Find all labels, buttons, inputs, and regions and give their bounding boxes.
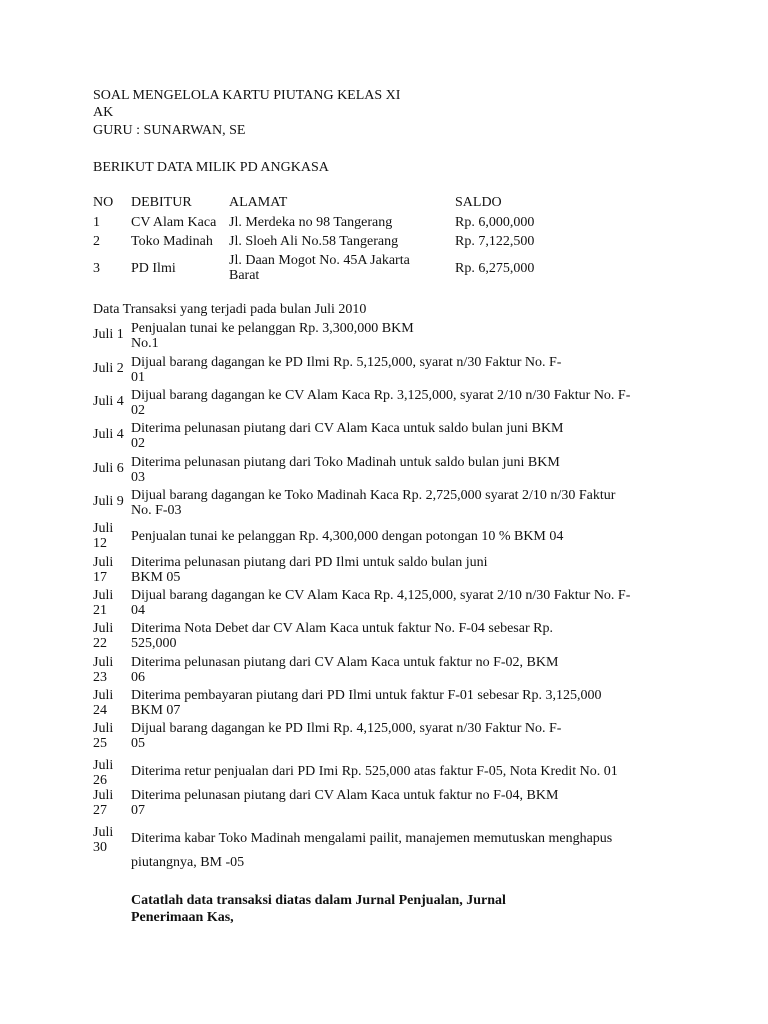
cell-alamat	[229, 251, 455, 285]
transaction-date: Juli 25	[93, 721, 114, 751]
transaction-description	[131, 788, 691, 818]
transaction-date: Juli 4	[93, 427, 124, 442]
debtor-table	[93, 192, 575, 285]
transaction-description	[131, 455, 691, 485]
transaction-description	[131, 721, 691, 751]
transaction-description-line2: 04	[131, 603, 145, 618]
doc-title-line1: SOAL MENGELOLA KARTU PIUTANG KELAS XI	[93, 88, 401, 103]
transaction-row	[93, 588, 693, 621]
table-header-row	[93, 192, 575, 213]
transaction-description-line2: 07	[131, 803, 145, 818]
transaction-date: Juli 24	[93, 688, 114, 718]
transaction-description-line1: Diterima pelunasan piutang dari CV Alam Kaca untuk faktur no F-02, BKM	[131, 655, 559, 670]
table-row	[93, 232, 575, 251]
transaction-row	[93, 621, 693, 654]
doc-title-line2: AK	[93, 105, 114, 120]
transaction-description-line1: Diterima kabar Toko Madinah mengalami pailit, manajemen memutuskan menghapus	[131, 831, 613, 846]
cell-debitur: PD Ilmi	[131, 260, 176, 276]
transaction-row	[93, 755, 693, 788]
transaction-date: Juli 6	[93, 461, 124, 476]
transaction-description	[131, 529, 691, 544]
cell-alamat: Jl. Merdeka no 98 Tangerang	[229, 215, 393, 230]
transaction-date: Juli 2	[93, 361, 124, 376]
transaction-description	[131, 355, 691, 385]
cell-debitur: CV Alam Kaca	[131, 215, 217, 230]
cell-saldo: Rp. 7,122,500	[455, 234, 535, 249]
transaction-description	[131, 321, 691, 351]
transaction-description-line1: Dijual barang dagangan ke PD Ilmi Rp. 5,125,000, syarat n/30 Faktur No. F-	[131, 355, 562, 370]
transaction-description-line1: Diterima pelunasan piutang dari PD Ilmi untuk saldo bulan juni	[131, 555, 488, 570]
transaction-description-line1: Dijual barang dagangan ke PD Ilmi Rp. 4,125,000, syarat n/30 Faktur No. F-	[131, 721, 562, 736]
transaction-description-line2: 01	[131, 370, 145, 385]
transaction-description-line1: Diterima pelunasan piutang dari CV Alam Kaca untuk saldo bulan juni BKM	[131, 421, 564, 436]
header-saldo: SALDO	[455, 195, 502, 210]
transaction-description-line1: Dijual barang dagangan ke CV Alam Kaca Rp. 3,125,000, syarat 2/10 n/30 Faktur No. F-	[131, 388, 631, 403]
transaction-row	[93, 455, 693, 488]
transaction-description-line1: Diterima pembayaran piutang dari PD Ilmi untuk faktur F-01 sebesar Rp. 3,125,000	[131, 688, 602, 703]
transaction-description-line2: No. F-03	[131, 503, 182, 518]
transaction-description	[131, 421, 691, 451]
header-alamat: ALAMAT	[229, 195, 288, 210]
transaction-row	[93, 488, 693, 521]
cell-no: 2	[93, 234, 100, 249]
transaction-description-line2: piutangnya, BM -05	[131, 855, 245, 870]
cell-no: 1	[93, 215, 100, 230]
transaction-description-line2: 06	[131, 670, 145, 685]
cell-alamat-line2: Barat	[229, 268, 260, 283]
transaction-date: Juli 4	[93, 394, 124, 409]
transaction-description	[131, 488, 691, 518]
transaction-date: Juli 12	[93, 521, 114, 551]
transaction-description-line1: Diterima retur penjualan dari PD Imi Rp. 525,000 atas faktur F-05, Nota Kredit No. 01	[131, 764, 618, 779]
transaction-description-line1: Dijual barang dagangan ke Toko Madinah Kaca Rp. 2,725,000 syarat 2/10 n/30 Faktur	[131, 488, 616, 503]
intro-text: BERIKUT DATA MILIK PD ANGKASA	[93, 160, 329, 175]
transaction-date: Juli 26	[93, 758, 114, 788]
instruction-line2: Penerimaan Kas,	[131, 910, 234, 925]
transaction-description-line1: Diterima pelunasan piutang dari CV Alam Kaca untuk faktur no F-04, BKM	[131, 788, 559, 803]
cell-saldo: Rp. 6,275,000	[455, 260, 535, 276]
transaction-row	[93, 355, 693, 388]
transaction-description	[131, 831, 691, 870]
cell-alamat-line1: Jl. Daan Mogot No. 45A Jakarta	[229, 253, 410, 268]
transaction-date: Juli 22	[93, 621, 114, 651]
transaction-description-line2: BKM 07	[131, 703, 181, 718]
transaction-row	[93, 555, 693, 588]
cell-no: 3	[93, 260, 100, 276]
transaction-date: Juli 17	[93, 555, 114, 585]
transaction-description	[131, 621, 691, 651]
cell-saldo: Rp. 6,000,000	[455, 215, 535, 230]
transaction-description	[131, 688, 691, 718]
transaction-date: Juli 30	[93, 825, 114, 855]
transaction-description-line1: Diterima pelunasan piutang dari Toko Madinah untuk saldo bulan juni BKM	[131, 455, 560, 470]
transaction-description	[131, 555, 691, 585]
transaction-row	[93, 655, 693, 688]
transaction-date: Juli 21	[93, 588, 114, 618]
instruction-line1: Catatlah data transaksi diatas dalam Jurnal Penjualan, Jurnal	[131, 893, 506, 908]
transaction-description-line2: 02	[131, 403, 145, 418]
transaction-description	[131, 388, 691, 418]
transaction-description-line2: 525,000	[131, 636, 177, 651]
transaction-row	[93, 822, 693, 870]
transactions-intro: Data Transaksi yang terjadi pada bulan Juli 2010	[93, 302, 367, 317]
transaction-description-line1: Penjualan tunai ke pelanggan Rp. 3,300,000 BKM	[131, 321, 414, 336]
header-no: NO	[93, 195, 114, 210]
transaction-description-line1: Penjualan tunai ke pelanggan Rp. 4,300,000 dengan potongan 10 % BKM 04	[131, 529, 564, 544]
transaction-description-line2: 03	[131, 470, 145, 485]
transaction-description-line2: No.1	[131, 336, 159, 351]
teacher-name: GURU : SUNARWAN, SE	[93, 123, 246, 138]
transaction-description-line1: Diterima Nota Debet dar CV Alam Kaca untuk faktur No. F-04 sebesar Rp.	[131, 621, 553, 636]
transaction-row	[93, 521, 693, 554]
transaction-description	[131, 764, 691, 779]
transaction-date: Juli 27	[93, 788, 114, 818]
transaction-row	[93, 321, 693, 354]
transaction-date: Juli 1	[93, 327, 124, 342]
transaction-description-line2: 02	[131, 436, 145, 451]
transaction-date: Juli 23	[93, 655, 114, 685]
table-row	[93, 251, 575, 285]
transaction-row	[93, 788, 693, 821]
cell-alamat: Jl. Sloeh Ali No.58 Tangerang	[229, 234, 399, 249]
transaction-description-line2: 05	[131, 736, 145, 751]
transaction-row	[93, 688, 693, 721]
cell-debitur: Toko Madinah	[131, 234, 213, 249]
transaction-description	[131, 588, 691, 618]
transaction-description	[131, 655, 691, 685]
transaction-row	[93, 721, 693, 754]
header-debitur: DEBITUR	[131, 195, 192, 210]
transaction-description-line1: Dijual barang dagangan ke CV Alam Kaca Rp. 4,125,000, syarat 2/10 n/30 Faktur No. F-	[131, 588, 631, 603]
table-row	[93, 213, 575, 232]
transaction-row	[93, 421, 693, 454]
transaction-row	[93, 388, 693, 421]
transaction-date: Juli 9	[93, 494, 124, 509]
transaction-description-line2: BKM 05	[131, 570, 181, 585]
